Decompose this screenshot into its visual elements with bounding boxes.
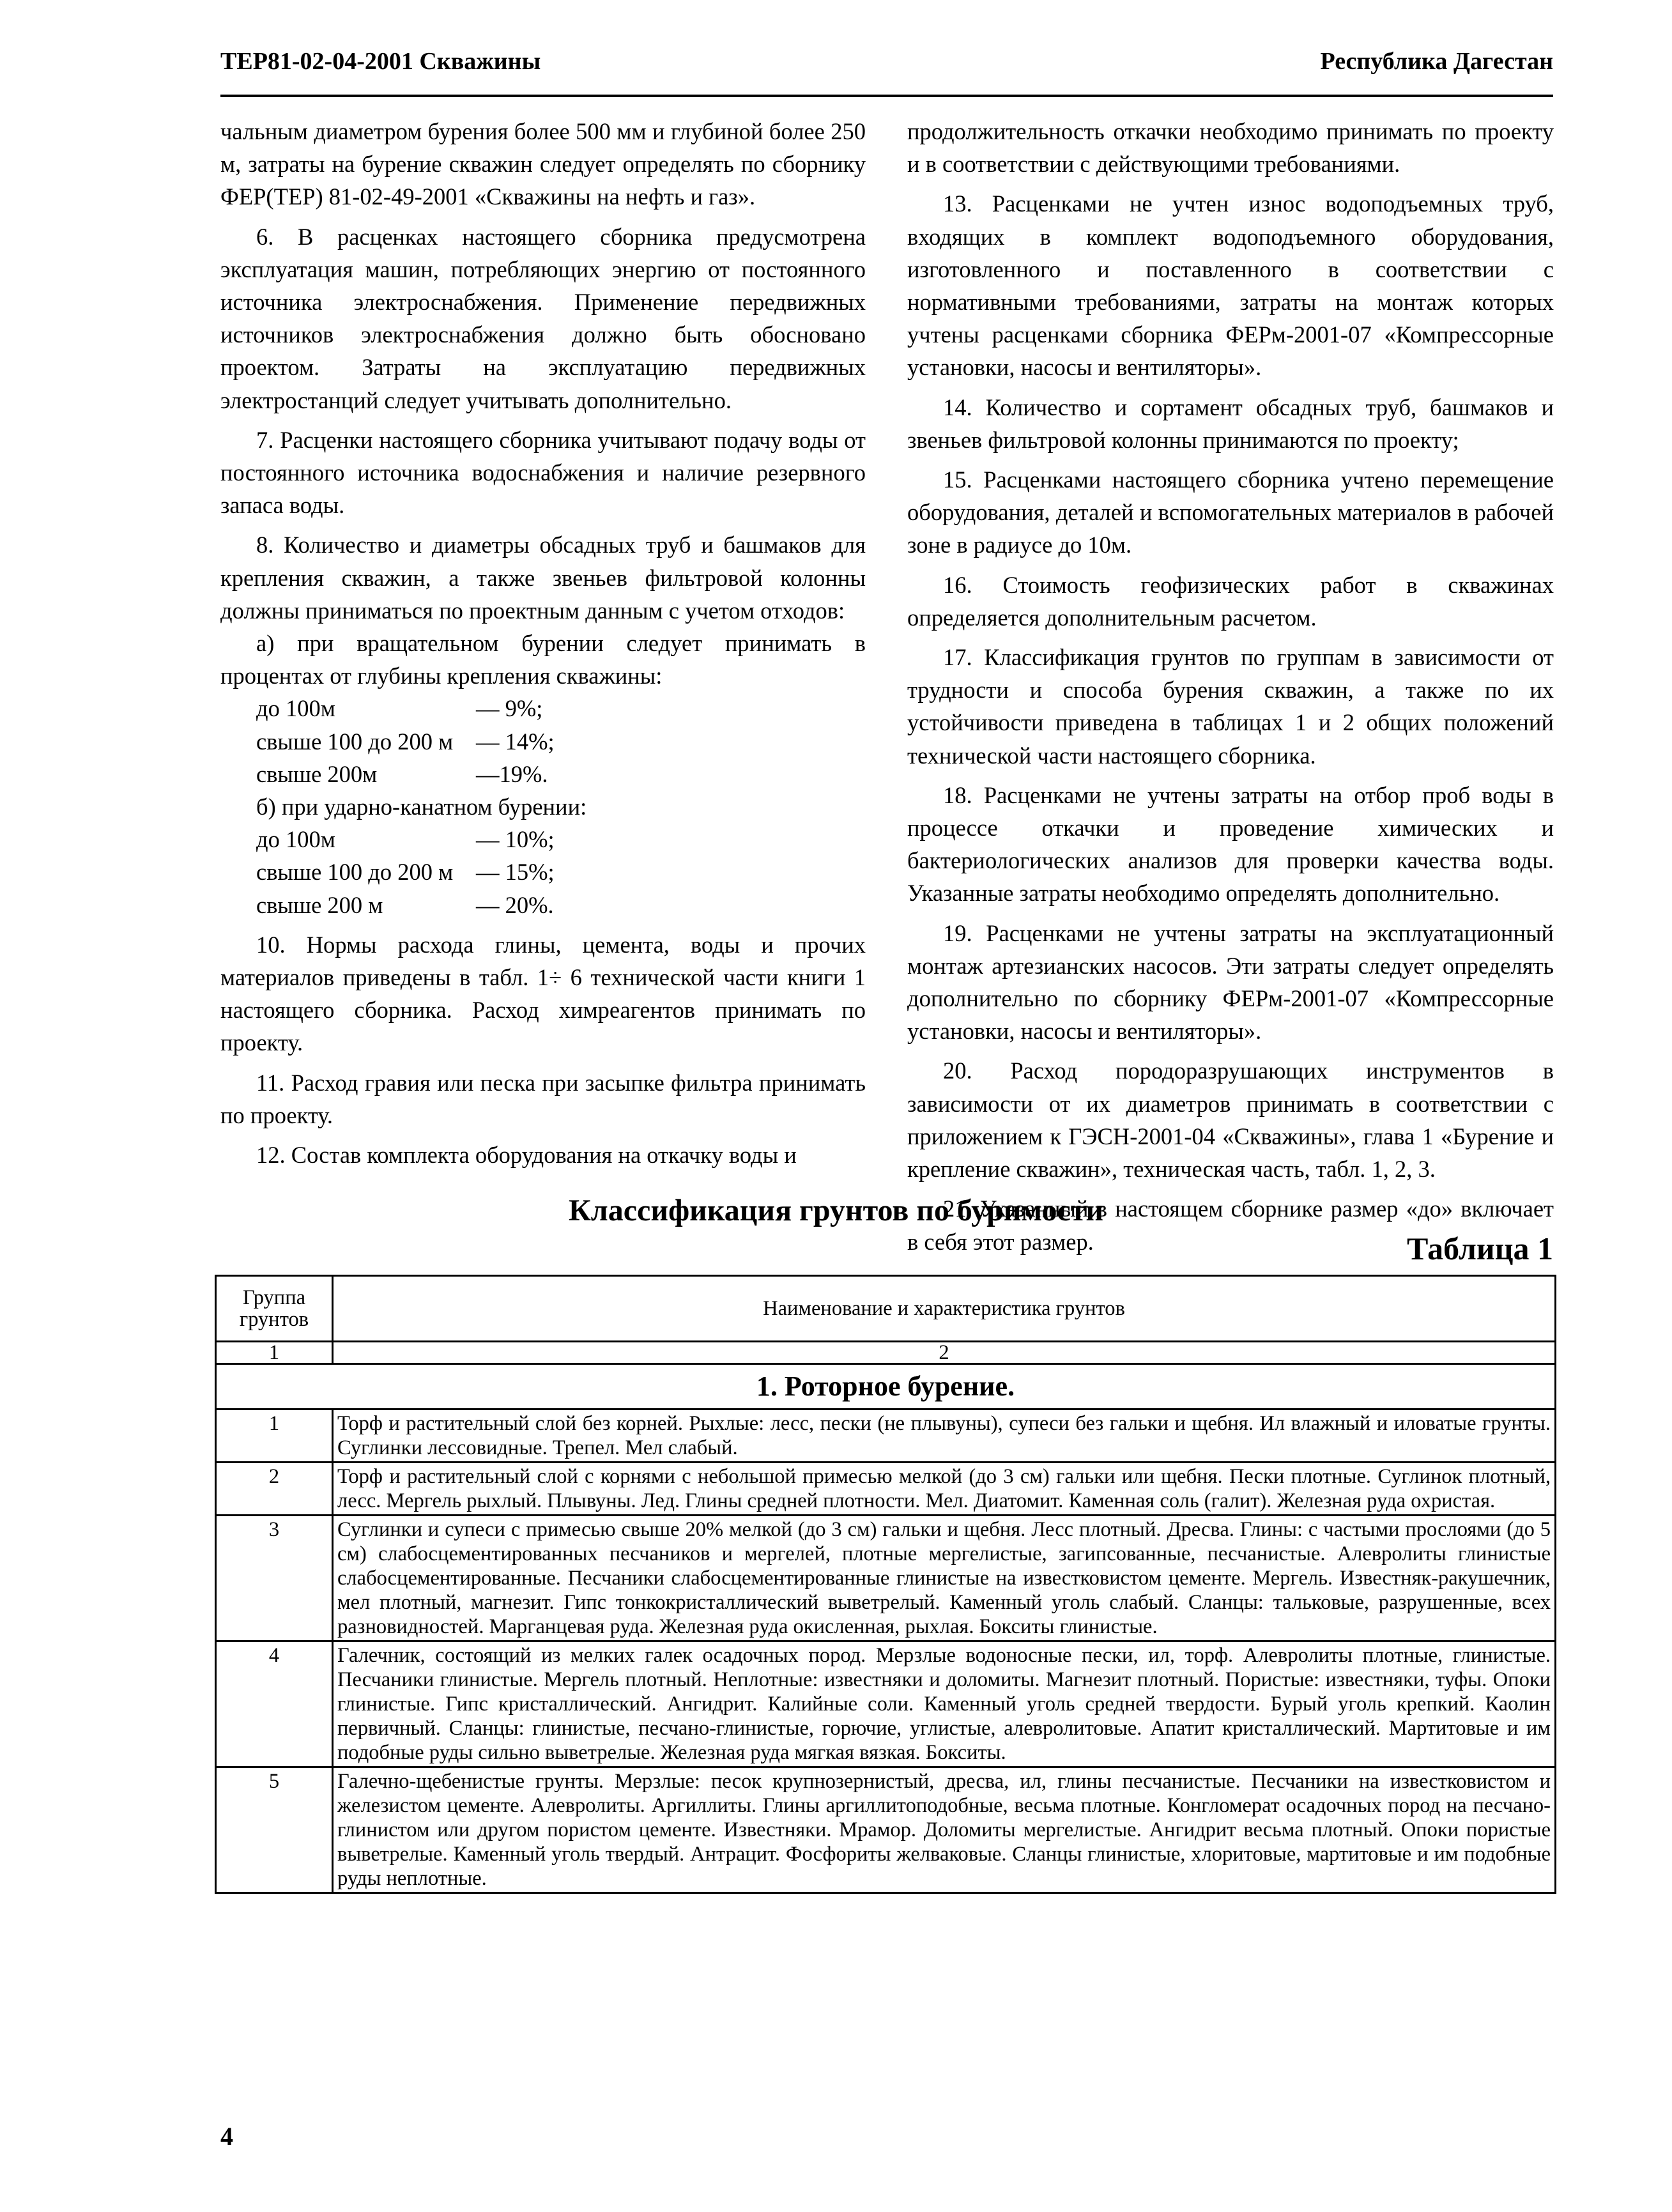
paragraph-11: 11. Расход гравия или песка при засыпке фильтра принимать по проекту.	[220, 1069, 866, 1128]
group-description: Торф и растительный слой без корней. Рыхлые: лесс, пески (не плывуны), супеси без гальки и щебня. Ил влажный и иловатые грунты. Суглинки лессовидные. Трепел. Мел слабый.	[333, 1409, 1556, 1463]
paragraph-8a: а) при вращательном бурении следует принимать в процентах от глубины крепления скважины:	[220, 630, 866, 689]
paragraph-18: 18. Расценками не учтены затраты на отбор проб воды в процессе откачки и проведение химических и бактериологических анализов для проверки качества воды. Указанные затраты необходимо определять дополнительно.	[907, 781, 1554, 907]
rotary-percent-list	[220, 692, 866, 790]
column-number-row	[216, 1342, 1556, 1364]
table-section-title: 1. Роторное бурение.	[216, 1364, 1556, 1409]
percent-value: — 14%;	[476, 728, 555, 755]
paragraph-14: 14. Количество и сортамент обсадных труб, башмаков и звеньев фильтровой колонны принимаются по проекту;	[907, 394, 1554, 453]
group-number: 3	[216, 1516, 333, 1641]
table-row	[216, 1767, 1556, 1893]
group-number: 1	[216, 1409, 333, 1463]
group-number: 2	[216, 1463, 333, 1516]
running-header-right: Республика Дагестан	[1320, 48, 1553, 75]
column-number: 1	[216, 1342, 333, 1364]
paragraph-20: 20. Расход породоразрушающих инструментов в зависимости от их диаметров принимать в соответствии с приложением к ГЭСН-2001-04 «Скважины», глава 1 «Бурение и крепление скважин», техническая часть, табл. 1, 2, 3.	[907, 1057, 1554, 1183]
paragraph-12: 12. Состав комплекта оборудования на откачку воды и	[256, 1142, 797, 1168]
header-group: Группа грунтов	[216, 1276, 333, 1342]
paragraph-16: 16. Стоимость геофизических работ в скважинах определяется дополнительным расчетом.	[907, 571, 1554, 631]
paragraph-continued: чальным диаметром бурения более 500 мм и глубиной более 250 м, затраты на бурение скважин следует определять по сборнику ФЕР(ТЕР) 81-02-49-2001 «Скважины на нефть и газ».	[220, 118, 866, 210]
soil-classification-table	[215, 1275, 1556, 1894]
paragraph-10: 10. Нормы расхода глины, цемента, воды и прочих материалов приведены в табл. 1÷ 6 технической части книги 1 настоящего сборника. Расход химреагентов принимать по проекту.	[220, 931, 866, 1056]
paragraph-13: 13. Расценками не учтен износ водоподъемных труб, входящих в комплект водоподъемного оборудования, изготовленного и поставленного в соответствии с нормативными требованиями, затраты на монтаж которых учтены расценками сборника ФЕРм-2001-07 «Компрессорные установки, насосы и вентиляторы».	[907, 190, 1554, 381]
percent-row	[220, 758, 866, 790]
table-row	[216, 1641, 1556, 1767]
percent-value: — 10%;	[476, 826, 555, 853]
column-number: 2	[333, 1342, 1556, 1364]
group-description: Суглинки и супеси с примесью свыше 20% мелкой (до 3 см) гальки и щебня. Лесс плотный. Дресва. Глины: с частыми прослоями (до 5 см) слабосцементированных песчаников и мергелей, плотные мергелистые, загипсованные, песчанистые. Алевролиты глинистые слабосцементированные. Песчаники слабосцементированные глинистые на известковистом цементе. Мергель. Известняк-ракушечник, мел плотный, магнезит. Гипс тонкокристаллический выветрелый. Каменный уголь слабый. Сланцы: тальковые, разрушенные, всех разновидностей. Марганцевая руда. Железная руда окисленная, рыхлая. Бокситы глинистые.	[333, 1516, 1556, 1641]
paragraph-21: 21. Указанный в настоящем сборнике размер «до» включает в себя этот размер.	[907, 1195, 1554, 1255]
section-title: Классификация грунтов по буримости	[568, 1194, 1104, 1227]
paragraph-6: 6. В расценках настоящего сборника предусмотрена эксплуатация машин, потребляющих энергию от постоянного источника электроснабжения. Применение передвижных источников электроснабжения должно быть обосновано проектом. Затраты на эксплуатацию передвижных электростанций следует учитывать дополнительно.	[220, 223, 866, 413]
paragraph-8: 8. Количество и диаметры обсадных труб и башмаков для крепления скважин, а также звеньев фильтровой колонны должны приниматься по проектным данным с учетом отходов:	[220, 532, 866, 624]
percent-value: —19%.	[476, 760, 548, 787]
percent-label: до 100м	[256, 826, 335, 853]
percent-row	[220, 692, 866, 725]
paragraph-17: 17. Классификация грунтов по группам в зависимости от трудности и способа бурения скважин, а также по их устойчивости приведена в таблицах 1 и 2 общих положений технической части настоящего сборника.	[907, 644, 1554, 769]
left-column	[220, 115, 866, 1178]
page-number: 4	[220, 2122, 233, 2151]
percent-label: свыше 100 до 200 м	[256, 859, 454, 886]
percent-label: свыше 100 до 200 м	[256, 728, 454, 755]
percent-label: свыше 200м	[256, 760, 378, 787]
percent-label: до 100м	[256, 695, 335, 722]
paragraph-19: 19. Расценками не учтены затраты на эксплуатационный монтаж артезианских насосов. Эти затраты следует определять дополнительно по сборнику ФЕРм-2001-07 «Компрессорные установки, насосы и вентиляторы».	[907, 919, 1554, 1045]
table-row	[216, 1516, 1556, 1641]
group-description: Галечник, состоящий из мелких галек осадочных пород. Мерзлые водоносные пески, ил, торф. Алевролиты плотные, глинистые. Песчаники глинистые. Мергель плотный. Неплотные: известняки и доломиты. Магнезит плотный. Пористые: известняки, туфы. Опоки глинистые. Гипс кристаллический. Ангидрит. Калийные соли. Каменный уголь средней твердости. Бурый уголь крепкий. Каолин первичный. Сланцы: глинистые, песчано-глинистые, горючие, углистые, алевролитовые. Апатит кристаллический. Мартитовые и им подобные руды сильно выветрелые. Железная руда мягкая вязкая. Бокситы.	[333, 1641, 1556, 1767]
group-description: Торф и растительный слой с корнями с небольшой примесью мелкой (до 3 см) гальки или щебня. Пески плотные. Суглинок плотный, лесс. Мергель рыхлый. Плывуны. Лед. Глины средней плотности. Мел. Диатомит. Каменная соль (галит). Железная руда охристая.	[333, 1463, 1556, 1516]
table-header-row	[216, 1276, 1556, 1342]
percent-value: — 20%.	[476, 891, 554, 918]
paragraph-8b: б) при ударно-канатном бурении:	[256, 794, 587, 820]
group-description: Галечно-щебенистые грунты. Мерзлые: песок крупнозернистый, дресва, ил, глины песчанистые. Песчаники на известковистом и железистом цементе. Алевролиты. Аргиллиты. Глины аргиллитоподобные, весьма плотные. Конгломерат осадочных пород на песчано-глинистом или другом пористом цементе. Известняки. Мрамор. Доломиты мергелистые. Ангидрит весьма плотный. Опоки пористые выветрелые. Каменный уголь твердый. Антрацит. Фосфориты желваковые. Сланцы глинистые, хлоритовые, мартитовые и им подобные руды неплотные.	[333, 1767, 1556, 1893]
group-number: 5	[216, 1767, 333, 1893]
percent-value: — 9%;	[476, 695, 543, 722]
paragraph-7: 7. Расценки настоящего сборника учитывают подачу воды от постоянного источника водоснабжения и наличие резервного запаса воды.	[220, 426, 866, 519]
percussion-percent-list	[220, 823, 866, 921]
group-number: 4	[216, 1641, 333, 1767]
header-rule	[220, 95, 1553, 97]
percent-value: — 15%;	[476, 859, 555, 886]
table-section-row	[216, 1364, 1556, 1409]
table-label: Таблица 1	[1406, 1231, 1553, 1266]
percent-row	[220, 823, 866, 856]
table-row	[216, 1409, 1556, 1463]
paragraph-continued: продолжительность откачки необходимо принимать по проекту и в соответствии с действующими требованиями.	[907, 118, 1554, 178]
running-header-left: ТЕР81-02-04-2001 Скважины	[220, 48, 541, 75]
right-column	[907, 115, 1554, 1265]
percent-row	[220, 725, 866, 758]
percent-row	[220, 856, 866, 888]
table-row	[216, 1463, 1556, 1516]
percent-row	[220, 889, 866, 921]
header-description: Наименование и характеристика грунтов	[333, 1276, 1556, 1342]
percent-label: свыше 200 м	[256, 891, 383, 918]
paragraph-15: 15. Расценками настоящего сборника учтено перемещение оборудования, деталей и вспомогательных материалов в рабочей зоне в радиусе до 10м.	[907, 466, 1554, 558]
